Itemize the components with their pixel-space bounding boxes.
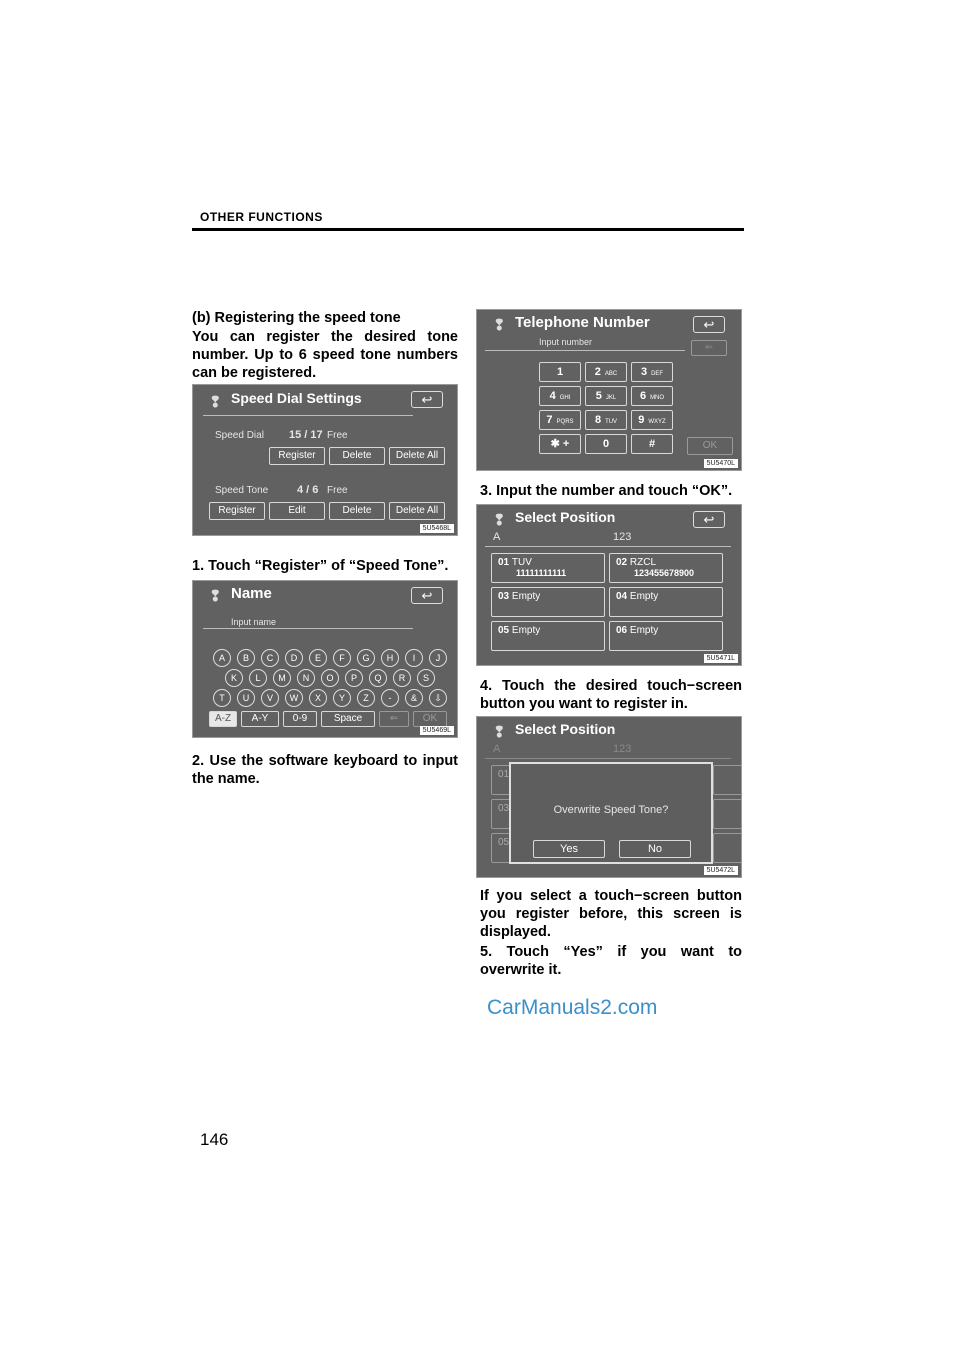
speed-tone-edit-button[interactable]: Edit [269, 502, 325, 520]
keyboard-key-5[interactable]: OK [413, 711, 447, 727]
dial-key[interactable] [631, 386, 673, 406]
slot-number-value: 11111111111 [516, 568, 567, 578]
slot-label [616, 625, 716, 636]
dial-letters: WXYZ [648, 419, 666, 425]
slot-number: 06 [616, 625, 630, 636]
key-&[interactable]: & [405, 689, 423, 707]
section-heading: (b) Registering the speed tone [192, 310, 401, 326]
dial-key[interactable] [631, 362, 673, 382]
position-slot-06[interactable] [609, 621, 723, 651]
position-slot-01[interactable] [491, 553, 605, 583]
speed-dial-delete-button[interactable]: Delete [329, 447, 385, 465]
dial-letters: PQRS [556, 419, 574, 425]
key-J[interactable]: J [429, 649, 447, 667]
dial-key[interactable] [539, 362, 581, 382]
step-5-text: 5. Touch “Yes” if you want to overwrite it. [480, 944, 742, 978]
figure-code: 5U5470L [704, 459, 738, 468]
keyboard-key-3[interactable]: Space [321, 711, 375, 727]
key-Q[interactable]: Q [369, 669, 387, 687]
key-O[interactable]: O [321, 669, 339, 687]
slot-number: 02 [616, 557, 630, 568]
dial-key[interactable] [585, 386, 627, 406]
figure-code: 5U5468L [420, 524, 454, 533]
no-button[interactable]: No [619, 840, 691, 858]
keyboard-key-4[interactable]: ⇐ [379, 711, 409, 727]
key-N[interactable]: N [297, 669, 315, 687]
key-B[interactable]: B [237, 649, 255, 667]
dial-digit: 9 [638, 414, 645, 426]
page-number: 146 [200, 1130, 229, 1149]
figure-code: 5U5471L [704, 654, 738, 663]
speed-dial-free: Free [327, 430, 348, 441]
key-S[interactable]: S [417, 669, 435, 687]
position-slot-05[interactable] [491, 621, 605, 651]
keyboard-key-2[interactable]: 0-9 [283, 711, 317, 727]
dial-key[interactable] [539, 386, 581, 406]
back-icon[interactable]: ↩ [693, 316, 725, 333]
phone-icon: ❢ [209, 588, 222, 605]
key-R[interactable]: R [393, 669, 411, 687]
screen-title: Speed Dial Settings [231, 390, 362, 406]
key-E[interactable]: E [309, 649, 327, 667]
dial-digit: 2 [594, 366, 601, 378]
back-icon[interactable]: ↩ [693, 511, 725, 528]
speed-dial-register-button[interactable]: Register [269, 447, 325, 465]
slot-number-value: 123455678900 [634, 568, 695, 578]
dial-digit: 3 [640, 366, 648, 378]
dial-letters: DEF [651, 371, 664, 377]
figure-code: 5U5469L [420, 726, 454, 735]
slot-label [498, 625, 598, 636]
key-C[interactable]: C [261, 649, 279, 667]
key--[interactable]: - [381, 689, 399, 707]
key-W[interactable]: W [285, 689, 303, 707]
dial-letters: ABC [604, 371, 618, 377]
slot-name: TUV [511, 557, 532, 568]
key-H[interactable]: H [381, 649, 399, 667]
tab-numbers[interactable]: 123 [613, 531, 632, 543]
speed-tone-register-button[interactable]: Register [209, 502, 265, 520]
section-header: OTHER FUNCTIONS [200, 210, 323, 224]
ok-button[interactable]: OK [687, 437, 733, 455]
dial-digit: 8 [594, 414, 602, 426]
select-position-screen [476, 504, 742, 666]
watermark-link[interactable]: CarManuals2.com [487, 996, 658, 1019]
dial-digit: 7 [546, 414, 553, 426]
backspace-button[interactable]: ⇐ [691, 340, 727, 356]
slot-number: 03 [498, 591, 512, 602]
tab-a: A [493, 743, 501, 755]
keyboard-key-1[interactable]: A-Y [241, 711, 279, 727]
input-underline [485, 350, 685, 351]
dial-digit: 5 [595, 390, 602, 402]
background-slot: 01 [491, 765, 605, 795]
key-K[interactable]: K [225, 669, 243, 687]
speed-dial-label: Speed Dial [215, 430, 264, 441]
keyboard-key-0[interactable]: A-Z [209, 711, 237, 727]
key-G[interactable]: G [357, 649, 375, 667]
dial-letters: JKL [605, 395, 617, 401]
phone-icon: ❢ [209, 394, 222, 411]
key-L[interactable]: L [249, 669, 267, 687]
key-Z[interactable]: Z [357, 689, 375, 707]
slot-number: 01 [498, 557, 512, 568]
slot-name: Empty [511, 591, 541, 602]
name-input-screen [192, 580, 458, 738]
background-slot: 05 [491, 833, 605, 863]
dial-letters: GHI [559, 395, 571, 401]
screen-title: Select Position [515, 721, 616, 737]
background-slot-right [713, 799, 742, 829]
key-U[interactable]: U [237, 689, 255, 707]
screen-title: Name [231, 585, 272, 602]
input-underline [203, 628, 413, 629]
dial-digit: 6 [639, 390, 647, 402]
key-P[interactable]: P [345, 669, 363, 687]
slot-name: RZCL [629, 557, 657, 568]
slot-number: 04 [616, 591, 630, 602]
step-4-text: 4. Touch the desired touch−screen button you want to register in. [480, 678, 742, 712]
key-A[interactable]: A [213, 649, 231, 667]
background-slot-right [713, 765, 742, 795]
speed-tone-count: 4 / 6 [297, 484, 319, 496]
speed-tone-delete-button[interactable]: Delete [329, 502, 385, 520]
dial-digit: ✱ + [550, 438, 570, 450]
input-number-prompt: Input number [539, 337, 593, 347]
step-3-text: 3. Input the number and touch “OK”. [480, 483, 733, 499]
header-rule [192, 228, 744, 231]
dial-digit: 4 [549, 390, 556, 402]
yes-button[interactable]: Yes [533, 840, 605, 858]
key-M[interactable]: M [273, 669, 291, 687]
slot-label [616, 557, 716, 568]
dial-key[interactable] [585, 362, 627, 382]
speed-dial-delete-all-button[interactable]: Delete All [389, 447, 445, 465]
speed-tone-delete-all-button[interactable]: Delete All [389, 502, 445, 520]
dial-digit: 1 [556, 366, 564, 378]
phone-icon: ❢ [493, 317, 506, 334]
slot-name: Empty [629, 591, 659, 602]
input-name-prompt: Input name [231, 617, 277, 627]
note-text: If you select a touch−screen button you register before, this screen is displayed. [480, 888, 742, 940]
dial-key[interactable] [585, 434, 627, 454]
key-T[interactable]: T [213, 689, 231, 707]
key-Y[interactable]: Y [333, 689, 351, 707]
dial-key[interactable] [631, 410, 673, 430]
step-1-text: 1. Touch “Register” of “Speed Tone”. [192, 558, 449, 574]
slot-label [498, 591, 598, 602]
background-slot-right [713, 833, 742, 863]
tab-underline [485, 546, 731, 547]
phone-icon: ❢ [493, 724, 506, 741]
tab-underline [485, 758, 731, 759]
slot-label [498, 557, 598, 568]
position-slot-03[interactable] [491, 587, 605, 617]
tab-a[interactable]: A [493, 531, 501, 543]
position-slot-04[interactable] [609, 587, 723, 617]
key-V[interactable]: V [261, 689, 279, 707]
step-2-text: 2. Use the software keyboard to input the name. [192, 753, 458, 787]
dial-letters: TUV [605, 419, 618, 425]
screen-title: Telephone Number [515, 314, 650, 331]
dial-digit: 0 [602, 438, 610, 450]
key-F[interactable]: F [333, 649, 351, 667]
dial-digit: # [648, 438, 656, 450]
speed-dial-settings-screen [192, 384, 458, 536]
tab-numbers: 123 [613, 743, 632, 755]
key-I[interactable]: I [405, 649, 423, 667]
phone-icon: ❢ [493, 512, 506, 529]
overwrite-question: Overwrite Speed Tone? [553, 804, 669, 816]
speed-dial-count: 15 / 17 [289, 429, 323, 441]
dial-letters: MNO [650, 395, 665, 401]
key-X[interactable]: X [309, 689, 327, 707]
slot-name: Empty [511, 625, 541, 636]
key-D[interactable]: D [285, 649, 303, 667]
dial-key[interactable] [539, 434, 581, 454]
slot-label [616, 591, 716, 602]
figure-code: 5U5472L [704, 866, 738, 875]
telephone-number-screen [476, 309, 742, 471]
slot-number: 05 [498, 625, 512, 636]
dial-key[interactable] [585, 410, 627, 430]
background-slot: 03 [491, 799, 605, 829]
position-slot-02[interactable] [609, 553, 723, 583]
screen-title: Select Position [515, 509, 616, 525]
speed-tone-label: Speed Tone [215, 485, 269, 496]
overwrite-confirm-screen [476, 716, 742, 878]
intro-text: You can register the desired tone number. Up to 6 speed tone numbers can be registered. [192, 329, 458, 381]
dial-key[interactable] [631, 434, 673, 454]
back-icon[interactable]: ↩ [411, 391, 443, 408]
dial-key[interactable] [539, 410, 581, 430]
overwrite-dialog [509, 762, 713, 864]
key-⇩[interactable]: ⇩ [429, 689, 447, 707]
slot-name: Empty [629, 625, 659, 636]
speed-tone-free: Free [327, 485, 348, 496]
divider [203, 415, 413, 416]
back-icon[interactable]: ↩ [411, 587, 443, 604]
